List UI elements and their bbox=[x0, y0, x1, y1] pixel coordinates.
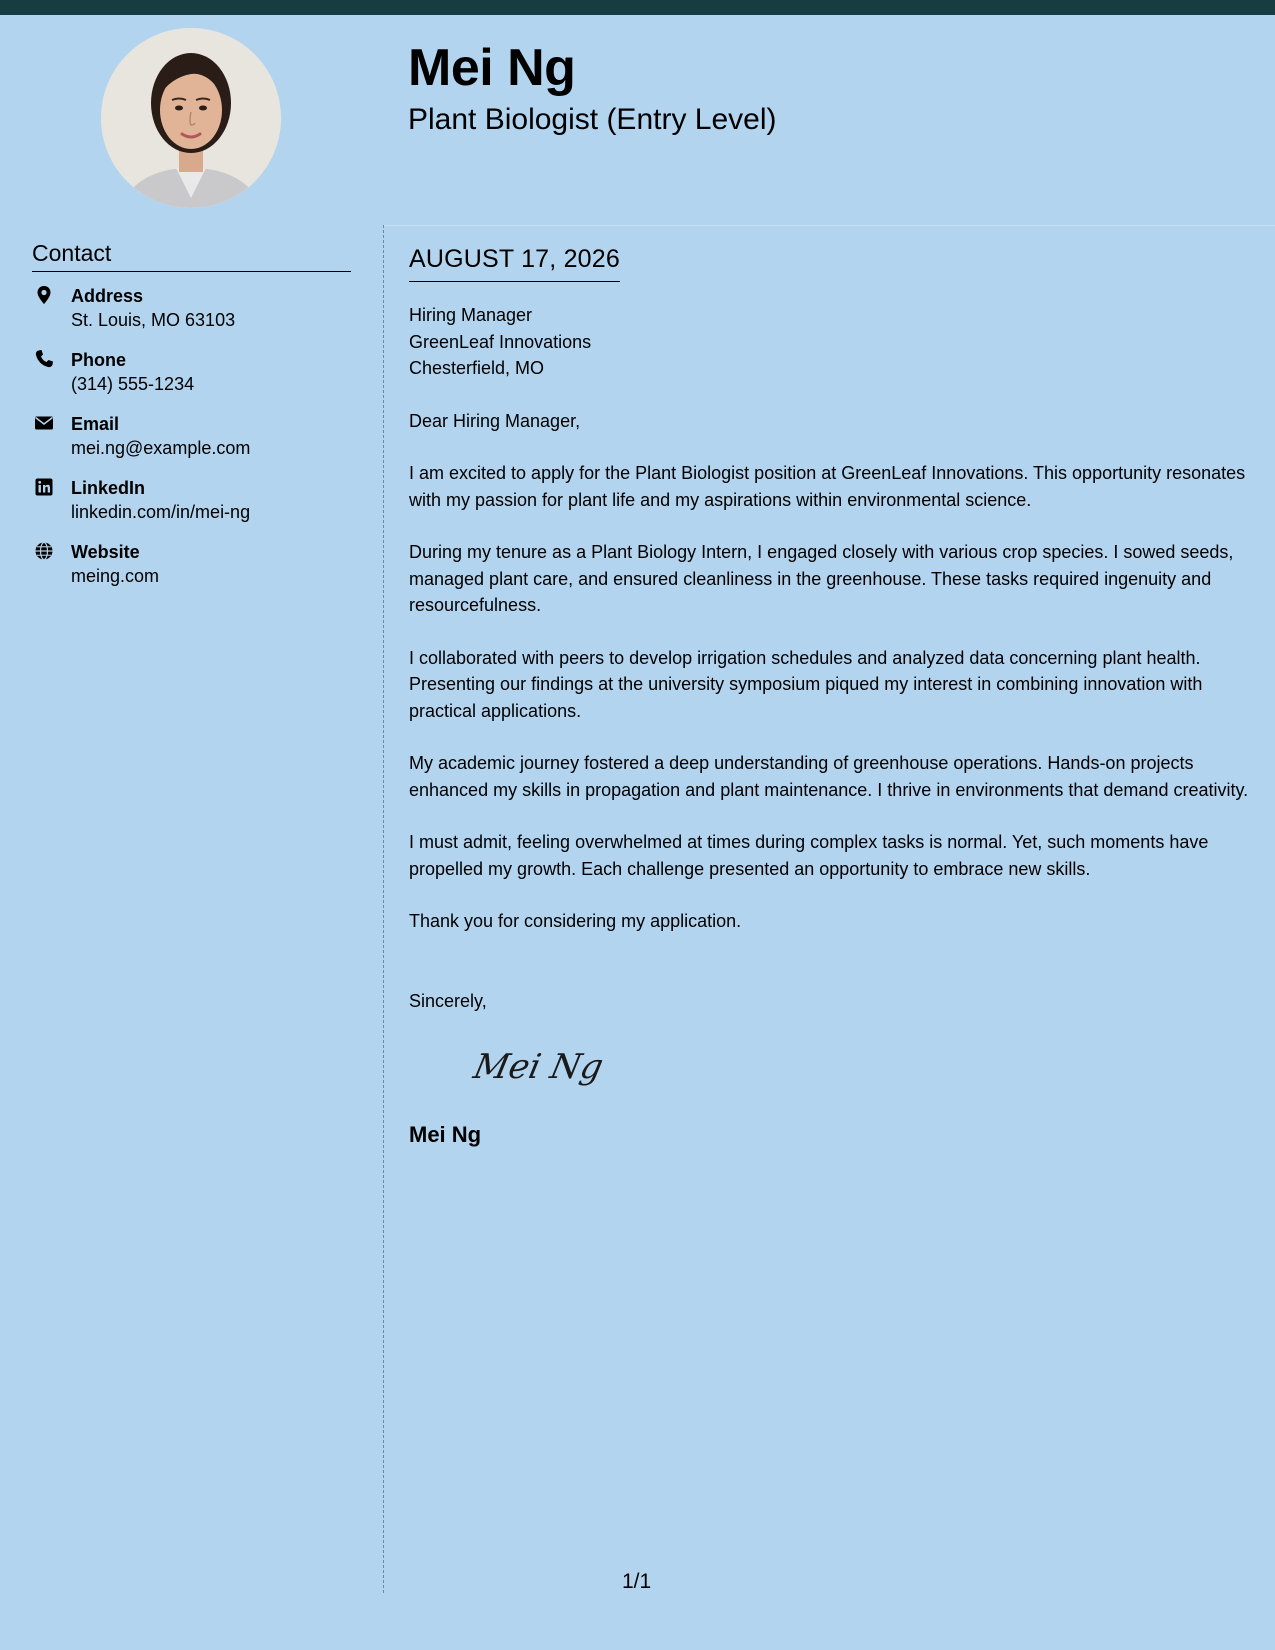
contact-heading: Contact bbox=[32, 240, 351, 272]
letter-date: AUGUST 17, 2026 bbox=[409, 243, 620, 282]
profile-photo bbox=[101, 28, 281, 208]
contact-item-linkedin bbox=[32, 476, 351, 525]
handwritten-signature bbox=[469, 1036, 629, 1096]
recipient-block bbox=[409, 302, 1254, 382]
header-name: Mei Ng bbox=[408, 39, 576, 97]
recipient-line: Hiring Manager bbox=[409, 305, 533, 325]
contact-item-phone bbox=[32, 348, 351, 397]
letter-paragraph: I am excited to apply for the Plant Biologist position at GreenLeaf Innovations. This opportunity resonates with my passion for plant life and my aspirations within environmental science. bbox=[409, 463, 1246, 510]
contact-value: linkedin.com/in/mei-ng bbox=[71, 502, 251, 522]
recipient-line: Chesterfield, MO bbox=[409, 358, 545, 378]
page-number: 1/1 bbox=[622, 1570, 652, 1593]
top-bar bbox=[0, 0, 1275, 15]
signed-name: Mei Ng bbox=[409, 1121, 482, 1147]
contact-label: Phone bbox=[71, 350, 127, 370]
globe-icon bbox=[34, 541, 54, 561]
header-title: Plant Biologist (Entry Level) bbox=[408, 103, 777, 136]
contact-value: St. Louis, MO 63103 bbox=[71, 310, 236, 330]
letter-paragraph: During my tenure as a Plant Biology Intern, I engaged closely with various crop species. I sowed seeds, managed plant care, and ensured cleanliness in the greenhouse. These tasks required ingenuity and resourcefulness. bbox=[409, 542, 1234, 615]
contact-label: Email bbox=[71, 414, 120, 434]
phone-icon bbox=[34, 349, 54, 369]
header-divider bbox=[384, 225, 1275, 226]
letter-body bbox=[409, 243, 1254, 1148]
salutation: Dear Hiring Manager, bbox=[409, 410, 581, 431]
column-divider bbox=[383, 225, 384, 1593]
contact-item-email bbox=[32, 412, 351, 461]
location-pin-icon bbox=[34, 285, 54, 305]
contact-label: Website bbox=[71, 542, 140, 562]
letter-paragraph: Thank you for considering my application. bbox=[409, 911, 742, 931]
recipient-line: GreenLeaf Innovations bbox=[409, 331, 592, 352]
signature-text: Mei Ng bbox=[470, 1047, 607, 1087]
contact-value: (314) 555-1234 bbox=[71, 374, 195, 394]
contact-item-website bbox=[32, 540, 351, 589]
contact-label: Address bbox=[71, 286, 144, 306]
linkedin-icon bbox=[34, 477, 54, 497]
closing: Sincerely, bbox=[409, 990, 487, 1011]
envelope-icon bbox=[34, 413, 54, 433]
contact-label: LinkedIn bbox=[71, 478, 146, 498]
contact-value: meing.com bbox=[71, 566, 160, 586]
letter-paragraph: I collaborated with peers to develop irrigation schedules and analyzed data concerning plant health. Presenting our findings at the university symposium piqued my interest in combining innovation with practical applications. bbox=[409, 647, 1203, 721]
contact-sidebar bbox=[32, 240, 351, 604]
letter-paragraph: My academic journey fostered a deep understanding of greenhouse operations. Hands-on projects enhanced my skills in propagation and plant maintenance. I thrive in environments that demand creativity. bbox=[409, 753, 1249, 800]
contact-value: mei.ng@example.com bbox=[71, 438, 251, 458]
contact-item-address bbox=[32, 284, 351, 333]
letter-paragraph: I must admit, feeling overwhelmed at times during complex tasks is normal. Yet, such moments have propelled my growth. Each challenge presented an opportunity to embrace new skills. bbox=[409, 832, 1209, 879]
